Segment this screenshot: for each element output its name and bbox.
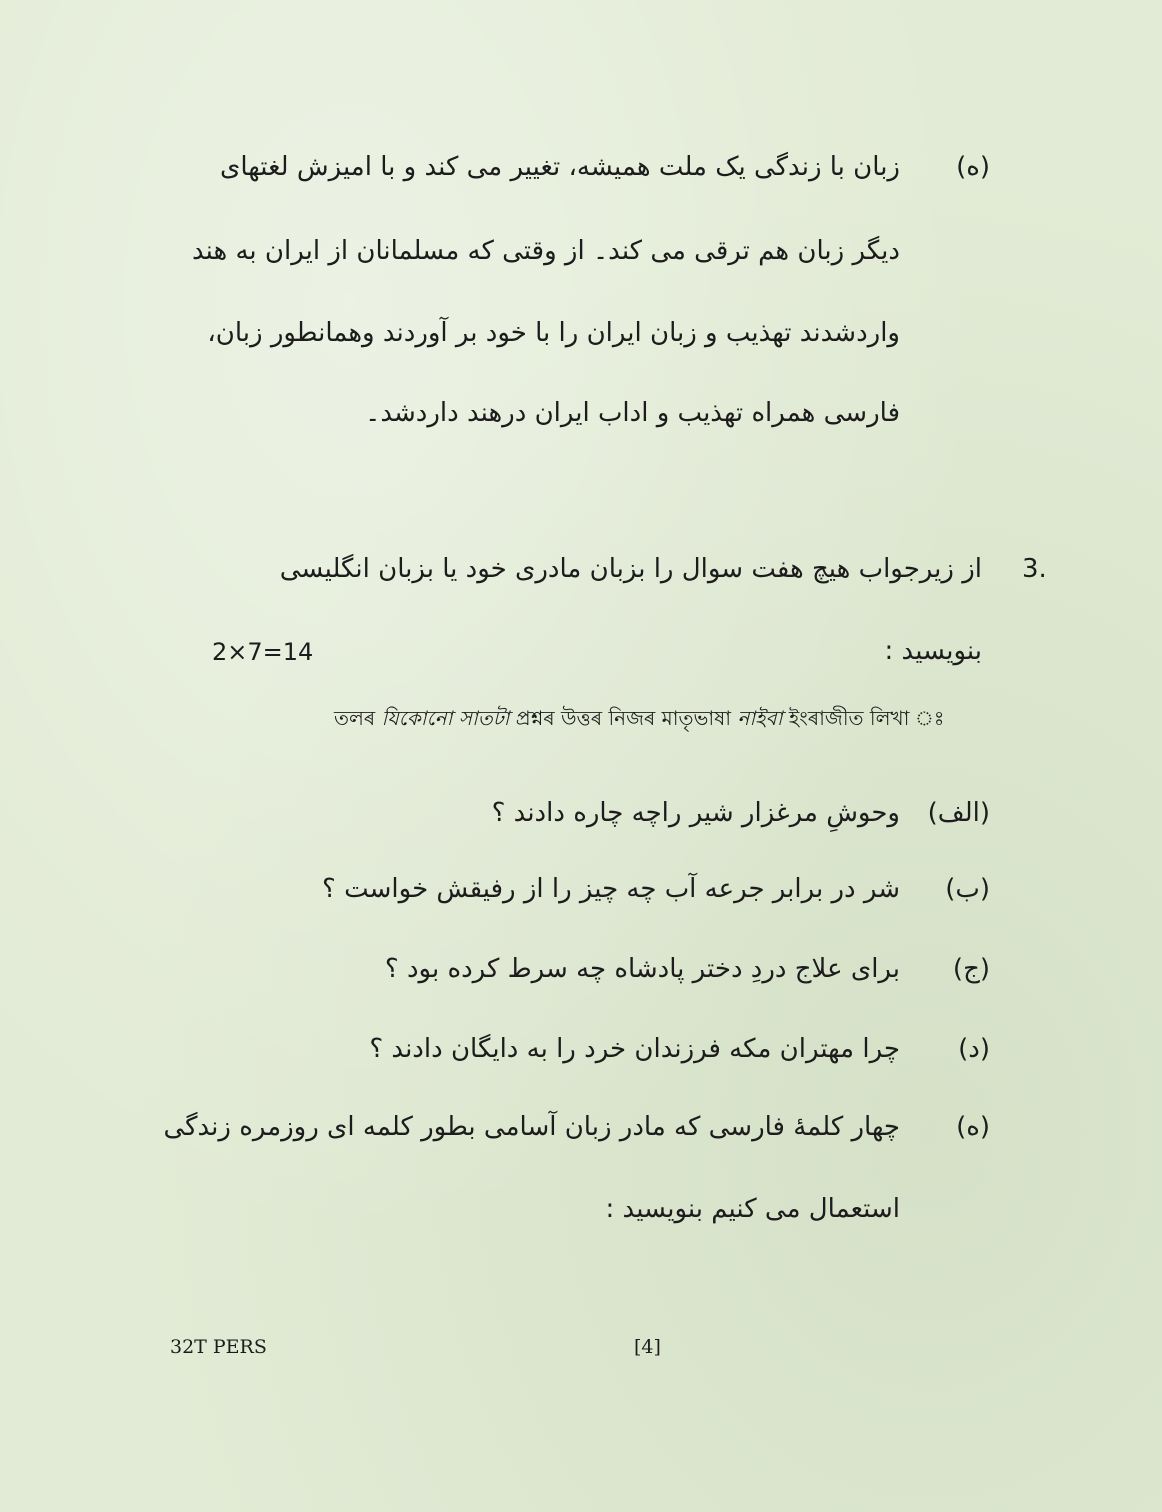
- assamese-part-1: তলৰ: [334, 706, 382, 730]
- question-number: 3.: [1022, 554, 1047, 584]
- subquestion-text-e: چهار کلمۀ فارسی که مادر زبان آسامی بطور کلمه ای روزمره زندگی: [163, 1112, 900, 1142]
- subquestion-text-d: چرا مهتران مکه فرزندان خرد را به دایگان دادند ؟: [369, 1034, 900, 1064]
- passage-line-4: فارسی همراه تهذیب و اداب ایران درهند داردشد۔: [365, 398, 900, 428]
- passage-line-1: زبان با زندگی یک ملت همیشه، تغییر می کند و با امیزش لغتهای: [220, 152, 900, 182]
- passage-line-3: واردشدند تهذیب و زبان ایران را با خود بر آوردند وهمانطور زبان،: [207, 318, 900, 348]
- assamese-part-5: ইংৰাজীত লিখা ঃ: [782, 706, 945, 730]
- subquestion-text-e-line-2: استعمال می کنیم بنویسید :: [605, 1194, 900, 1224]
- assamese-part-4: নাইবা: [737, 706, 783, 730]
- question3-instruction-line-1: از زیرجواب هیچ هفت سوال را بزبان مادری خود یا بزبان انگلیسی: [279, 554, 982, 584]
- page-number: [4]: [634, 1336, 661, 1358]
- passage-label: (ه): [956, 152, 990, 182]
- subquestion-label-b: (ب): [945, 874, 990, 904]
- subquestion-text-b: شر در برابر جرعه آب چه چیز را از رفیقش خواست ؟: [322, 874, 900, 904]
- assamese-instruction: [334, 704, 944, 737]
- passage-line-2: دیگر زبان هم ترقی می کند۔ از وقتی که مسلمانان از ایران به هند: [192, 236, 900, 266]
- subquestion-label-e: (ه): [956, 1112, 990, 1142]
- assamese-part-2: যিকোনো সাতটা: [381, 706, 510, 730]
- subquestion-text-a: وحوشِ مرغزار شیر راچه چاره دادند ؟: [491, 798, 900, 828]
- subquestion-label-a: (الف): [927, 798, 990, 828]
- assamese-part-3: প্ৰশ্নৰ উত্তৰ নিজৰ মাতৃভাষা: [509, 706, 738, 730]
- subquestion-label-c: (ج): [952, 954, 990, 984]
- marks-allocation: 2×7=14: [212, 638, 314, 666]
- subquestion-label-d: (د): [958, 1034, 990, 1064]
- paper-code: 32T PERS: [170, 1336, 267, 1358]
- subquestion-text-c: برای علاج دردِ دختر پادشاه چه سرط کرده بود ؟: [384, 954, 900, 984]
- question3-instruction-line-2: بنویسید :: [884, 636, 982, 666]
